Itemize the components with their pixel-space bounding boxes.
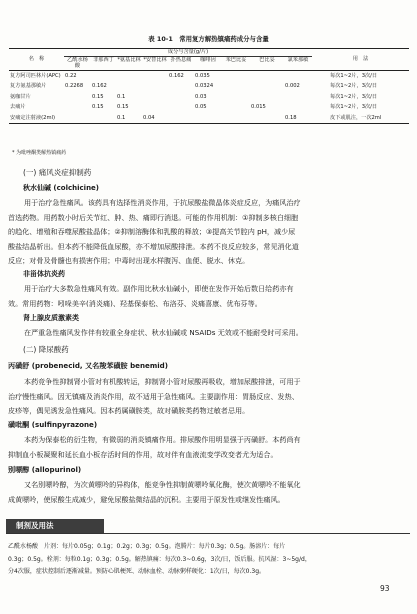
content-cell: 0.05 — [195, 104, 207, 110]
table-row — [9, 81, 409, 92]
content-cell: 0.15 — [117, 104, 129, 110]
content-cell: 0.15 — [92, 93, 104, 100]
content-cell — [91, 113, 116, 124]
group-header: 成分与含量(g/片) — [64, 49, 312, 57]
content-cell: 0.015 — [251, 104, 266, 110]
content-cell — [194, 113, 222, 124]
text-line: 0.3g；0.5g。栓剂：每粒0.1g；0.3g；0.5g。解热镇痛：每次0.3~0.6g，3次/日，饭后服。抗风湿：3~5g/d， — [8, 555, 311, 563]
usage-cell: 每次1~2片，3次/日 — [330, 83, 378, 89]
text-line: 又名别嘌呤醇，为次黄嘌呤的异构体，能竞争性抑制黄嘌呤氧化酶，使次黄嘌呤不能氧化 — [24, 480, 301, 489]
content-cell: 0.1 — [117, 93, 126, 100]
content-cell — [91, 70, 116, 81]
text-line: 乙酰水杨酸 片剂：每片0.05g；0.1g；0.2g；0.3g；0.5g。泡腾片：每片0.3g；0.5g。肠溶片：每片 — [8, 543, 286, 550]
drug-title-text: 丙磺舒 (probenecid, 又名羧苯磺胺 benemid) — [8, 361, 168, 370]
content-cell — [250, 92, 284, 103]
paragraph-nsaid — [8, 282, 408, 311]
paragraph-steroid — [8, 326, 408, 341]
text-line: 本药为保泰松的衍生物，有微弱的消炎镇痛作用。排尿酸作用明显强于丙磺舒。本药尚有 — [24, 435, 301, 444]
col-name-header: 名 称 — [9, 49, 64, 71]
drug-name-cell: 氨咖甘片 — [10, 93, 31, 100]
text-line: 首选药物。用药数小时后关节红、肿、热、痛即行消退。可能的作用机制：①抑制多核白细胞 — [8, 212, 299, 222]
text-line: 成黄嘌呤，使尿酸生成减少，避免尿酸盐微结晶的沉积。主要用于原发性或继发性痛风。 — [8, 494, 285, 504]
paragraph-probenecid — [8, 375, 408, 419]
table-body — [9, 70, 409, 124]
col-header: 巴比妥 — [250, 56, 284, 70]
table-row — [9, 113, 409, 124]
content-cell: 0.162 — [92, 83, 107, 89]
content-cell — [116, 70, 142, 81]
usage-cell: 皮下或肌注，一次2ml — [312, 113, 409, 124]
content-cell — [168, 92, 194, 103]
content-cell — [250, 113, 284, 124]
col-header: 苯巴比妥 — [222, 56, 250, 70]
content-cell — [64, 102, 91, 113]
col-header: 氯苯那敏 — [284, 56, 312, 70]
text-line: 的趋化、增殖和吞噬尿酸盐晶体；②抑制溶酶体和乳酸的释放；③提高关节腔内 pH，减少尿 — [8, 227, 296, 237]
preparations-text — [8, 541, 410, 579]
col-header: 扑热息痛 — [168, 56, 194, 70]
content-cell — [168, 81, 194, 92]
text-line: 反应；对骨及骨髓也有损害作用；中毒时出现水样腹泻、血便、脱水、休克。 — [8, 256, 250, 266]
content-cell: 0.2268 — [65, 83, 84, 89]
content-cell: 0.0324 — [195, 83, 214, 89]
paragraph-colchicine — [8, 196, 408, 269]
page-number: 93 — [380, 584, 390, 593]
drug-title-steroid: 肾上腺皮质激素类 — [23, 314, 79, 322]
divider — [6, 533, 410, 534]
content-cell — [142, 102, 168, 113]
text-line: 用于治疗急性痛风。该药具有选择性消炎作用，于抗尿酸盐微晶体炎症反应，为痛风治疗 — [24, 198, 301, 207]
content-cell — [142, 92, 168, 103]
content-cell — [284, 92, 312, 103]
content-cell: 0.15 — [92, 104, 104, 110]
composition-table — [9, 48, 409, 124]
content-cell — [222, 102, 250, 113]
table-row — [9, 70, 409, 81]
col-header: *安替比林 — [142, 56, 168, 70]
drug-title-probenecid — [8, 361, 168, 371]
content-cell: 0.002 — [285, 83, 300, 89]
section-heading: (一) 痛风炎症抑制药 — [23, 168, 92, 177]
content-cell: 0.03 — [195, 93, 207, 100]
content-cell — [116, 81, 142, 92]
content-cell — [222, 92, 250, 103]
content-cell: 0.162 — [169, 72, 184, 79]
drug-name-cell: 复方阿司匹林片(APC) — [10, 72, 61, 79]
content-cell — [142, 70, 168, 81]
content-cell — [168, 102, 194, 113]
text-line: 在严重急性痛风发作伴有较重全身症状、秋水仙碱或 NSAIDs 无效或不能耐受时可采用。 — [24, 328, 303, 337]
content-cell — [222, 81, 250, 92]
content-cell — [284, 70, 312, 81]
drug-name-cell: 安痛定注射液(2ml) — [9, 113, 64, 124]
table-title: 表 10-1 常用复方解热镇痛药成分与含量 — [148, 35, 269, 43]
content-cell — [64, 92, 91, 103]
col-header: 乙酰水杨酸 — [64, 56, 91, 70]
usage-cell: 每次1~2片，3次/日 — [330, 72, 378, 79]
col-header: 非那西丁 — [91, 56, 116, 70]
content-cell — [64, 113, 91, 124]
text-line: 用于治疗大多数急性痛风有效。副作用比秋水仙碱小，即使在发作开始后数日给药亦有 — [24, 284, 294, 293]
text-line: 皮疹等，偶见诱发急性痛风。因本药属磺胺类，故对磺胺类药物过敏者忌用。 — [8, 406, 250, 416]
section-heading: (二) 降尿酸药 — [23, 345, 69, 354]
text-line: 效。常用药物：吲哚美辛(消炎痛)、羟基保泰松、布洛芬、炎痛喜康、优布芬等。 — [8, 298, 262, 308]
drug-title-text: 别嘌醇 (allopurinol) — [8, 465, 82, 474]
usage-cell: 每次1~2片，3次/日 — [330, 93, 378, 100]
paragraph-sulfinpyrazone — [8, 433, 408, 462]
text-line: 本药竞争性抑制肾小管对有机酸转运，抑制肾小管对尿酸再吸收，增加尿酸排泄，可用于 — [24, 377, 301, 386]
content-cell — [142, 81, 168, 92]
content-cell: 0.04 — [142, 113, 168, 124]
table-note: * 为吡唑酮类解热镇痛药 — [12, 150, 67, 156]
text-line: 分4次服，症状控制后逐渐减量。预防心肌梗死、动脉血栓、动脉粥样硬化：1次/日，每次0.3g。 — [8, 568, 266, 575]
col-header: *氨基比林 — [116, 56, 142, 70]
content-cell: 0.22 — [65, 72, 77, 79]
table-row — [9, 92, 409, 103]
preparations-banner: 制剂及用法 — [6, 519, 104, 533]
drug-name-cell: 去痛片 — [10, 104, 26, 110]
col-header: 咖啡因 — [194, 56, 222, 70]
content-cell: 0.18 — [284, 113, 312, 124]
drug-name-cell: 复方氨基那敏片 — [10, 83, 47, 89]
drug-title-colchicine: 秋水仙碱 (colchicine) — [23, 184, 100, 192]
drug-title-nsaid: 非甾体抗炎药 — [23, 270, 65, 278]
table-row — [9, 102, 409, 113]
usage-cell: 每次1~2片，3次/日 — [330, 104, 378, 110]
text-line: 抑制血小板凝聚和延长血小板存活时间的作用，故对伴有血液流变学改变者尤为适合。 — [8, 449, 278, 459]
drug-title-allopurinol — [8, 465, 81, 475]
content-cell: 0.035 — [195, 72, 210, 79]
content-cell — [284, 102, 312, 113]
col-usage-header: 用 法 — [312, 49, 409, 71]
content-cell: 0.1 — [116, 113, 142, 124]
text-line: 治疗慢性痛风。因无镇痛及消炎作用，故不适用于急性痛风。主要副作用：胃肠反应、发热、 — [8, 391, 299, 401]
content-cell — [168, 113, 194, 124]
content-cell — [222, 70, 250, 81]
text-line: 酸盐结晶析出。但本药不能降低血尿酸，亦不增加尿酸排泄。本药不良反应较多，常见消化道 — [8, 241, 299, 251]
drug-title-text: 磺吡酮 (sulfinpyrazone) — [8, 420, 98, 429]
content-cell — [250, 81, 284, 92]
drug-title-sulfinpyrazone — [8, 420, 97, 430]
content-cell — [250, 70, 284, 81]
content-cell — [222, 113, 250, 124]
paragraph-allopurinol — [8, 478, 408, 507]
